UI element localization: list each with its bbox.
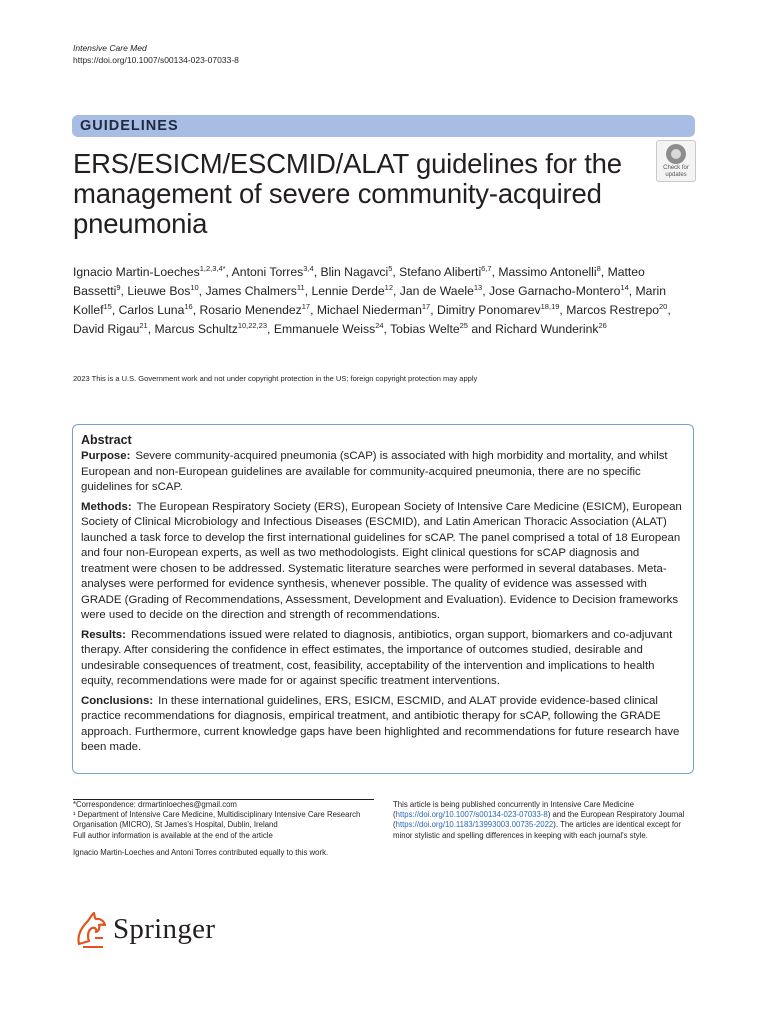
copyright-notice: 2023 This is a U.S. Government work and not under copyright protection in the US; foreign copyright protection may apply [73,374,478,383]
author-affiliation-ref: 18,19 [540,302,560,311]
author-name: Carlos Luna$^{16}$ [118,302,193,317]
author-name: Tobias Welte$^{25}$ [390,321,468,336]
author-affiliation-ref: 20 [659,302,668,311]
check-updates-icon [666,144,686,164]
concurrent-text-3: ). The articles are identical except for minor stylistic and spelling differences in keeping with each journal's style. [393,820,681,840]
abstract-section-label: Methods: [81,500,132,513]
author-affiliation-ref: 16 [184,302,193,311]
author-name: Michael Niederman$^{17}$ [316,302,431,317]
footnotes-left [73,800,373,858]
author-name: Blin Nagavci$^5$ [320,264,393,279]
author-name: Massimo Antonelli$^8$ [498,264,601,279]
author-affiliation-ref: 1,2,3,4* [199,264,226,273]
article-type-label: GUIDELINES [80,118,179,134]
author-name: James Chalmers$^{11}$ [205,283,305,298]
author-affiliation-ref: 6,7 [481,264,492,273]
author-affiliation-ref: 15 [103,302,112,311]
author-affiliation-ref: 17 [421,302,431,311]
author-affiliation-ref: 11 [296,283,305,292]
author-name: Marin Kollef$^{15}$ [73,284,667,317]
author-name: Ignacio Martin-Loeches$^{1,2,3,4*}$ [73,264,226,279]
author-name: Stefano Aliberti$^{6,7}$ [399,264,492,279]
author-name: Antoni Torres$^{3,4}$ [231,264,314,279]
author-list: Ignacio Martin-Loeches$^{1,2,3,4*}$, Antoni Torres$^{3,4}$, Blin Nagavci$^5$, Stefano Aliberti$^{6,7}$, Massimo Antonelli$^8$, Matteo Bassetti$^9$, Lieuwe Bos$^{10}$, James Chalmers$^{11}$, Lennie Derde$^{12}$, Jan de Waele$^{13}$, Jose Garnacho-Montero$^{14}$, Marin Kollef$^{15}$, Carlos Luna$^{16}$, Rosario Menendez$^{17}$, Michael Niederman$^{17}$, Dimitry Ponomarev$^{18,19}$, Marcos Restrepo$^{20}$, David Rigau$^{21}$, Marcus Schultz$^{10,22,23}$, Emmanuele Weiss$^{24}$, Tobias Welte$^{25}$ and Richard Wunderink$^{26}$ [73,264,671,336]
abstract-section-label: Conclusions: [81,694,154,707]
author-affiliation-ref: 26 [598,321,607,330]
correspondence-note: *Correspondence: drmartinloeches@gmail.com [73,800,237,809]
check-updates-line2: updates [665,171,687,178]
author-name: Rosario Menendez$^{17}$ [199,302,311,317]
article-doi[interactable]: https://doi.org/10.1007/s00134-023-07033-8 [73,55,239,65]
concurrent-text-1: This article is being published concurrently in Intensive Care Medicine ( [393,800,634,820]
affiliation-note: ¹ Department of Intensive Care Medicine, Multidisciplinary Intensive Care Research Organisation (MICRO), St James's Hospital, Dublin, Ireland [73,810,361,830]
author-info-note: Full author information is available at the end of the article [73,830,273,840]
author-affiliation-ref: 13 [473,283,483,292]
author-affiliation-ref: 8 [596,264,601,273]
icm-doi-link[interactable]: https://doi.org/10.1007/s00134-023-07033-8 [395,810,548,820]
author-name: and Richard Wunderink$^{26}$ [471,321,607,336]
check-for-updates-badge[interactable] [656,140,696,182]
abstract-conclusions [81,694,685,756]
springer-horse-icon [73,910,109,950]
author-name: Lennie Derde$^{12}$ [311,283,393,298]
abstract-purpose [81,449,685,496]
author-name: Emmanuele Weiss$^{24}$ [273,321,384,336]
journal-name: Intensive Care Med [73,43,147,53]
author-affiliation-ref: 10 [190,283,199,292]
abstract-section-label: Purpose: [81,450,131,462]
author-affiliation-ref: 25 [459,321,468,330]
abstract-results [81,628,685,690]
author-affiliation-ref: 9 [116,283,121,292]
abstract-section-text: In these international guidelines, ERS, ESICM, ESCMID, and ALAT provide evidence-based clinical practice recommendations for diagnosis, empirical treatment, and antibiotic therapy for sCAP, following the GRADE approach. Furthermore, current knowledge gaps have been highlighted and recommendations for future research have been made. [81,694,680,753]
article-title: ERS/ESICM/ESCMID/ALAT guidelines for the management of severe community-acquired pneumonia [73,148,622,239]
abstract-section-text: Severe community-acquired pneumonia (sCAP) is associated with high morbidity and mortality, and whilst European and non-European guidelines are available for community-acquired pneumonia, there are no specific guidelines for sCAP. [81,450,668,493]
author-name: Jan de Waele$^{13}$ [399,283,483,298]
abstract-section-label: Results: [81,628,126,641]
author-affiliation-ref: 24 [375,321,384,330]
article-type-banner [72,115,695,137]
abstract-section-text: The European Respiratory Society (ERS), European Society of Intensive Care Medicine (ESICM), European Society of Clinical Microbiology and Infectious Diseases (ESCMID), and Latin American Thoracic Association (ALAT) launched a task force to develop the first international guidelines for sCAP. The panel comprised a total of 18 European and four non-European experts, as well as two methodologists. Eight clinical questions for sCAP diagnosis and treatment were chosen to be addressed. Systematic literature searches were performed in several databases. Meta-analyses were performed for evidence synthesis, whenever possible. The quality of evidence was assessed with GRADE (Grading of Recommendations, Assessment, Development and Evaluation). Evidence to Decision frameworks were used to decide on the direction and strength of recommendations. [81,500,682,621]
check-updates-line1: Check for [663,165,689,171]
author-affiliation-ref: 14 [620,283,629,292]
author-name: Dimitry Ponomarev$^{18,19}$ [437,302,560,317]
author-name: David Rigau$^{21}$ [73,321,148,336]
author-affiliation-ref: 17 [301,302,311,311]
author-affiliation-ref: 12 [384,283,393,292]
abstract-heading: Abstract [81,433,132,447]
author-name: Marcos Restrepo$^{20}$ [566,302,668,317]
concurrent-publication-note [393,800,695,841]
author-affiliation-ref: 5 [388,264,393,273]
author-name: Lieuwe Bos$^{10}$ [127,283,199,298]
author-name: Marcus Schultz$^{10,22,23}$ [154,321,268,336]
author-affiliation-ref: 10,22,23 [237,321,268,330]
abstract-box [72,424,694,774]
equal-contribution-note: Ignacio Martin-Loeches and Antoni Torres contributed equally to this work. [73,847,329,857]
abstract-methods [81,500,685,624]
author-affiliation-ref: 21 [139,321,148,330]
publisher-name: Springer [113,913,216,945]
concurrent-text-2: ) and the European Respiratory Journal ( [393,810,685,830]
author-affiliation-ref: 3,4 [303,264,314,273]
erj-doi-link[interactable]: https://doi.org/10.1183/13993003.00735-2022 [395,820,554,830]
abstract-section-text: Recommendations issued were related to diagnosis, antibiotics, organ support, biomarkers and co-adjuvant therapy. After considering the confidence in effect estimates, the importance of outcomes studied, desirable and undesirable consequences of treatment, cost, feasibility, acceptability of the intervention and implications to health equity, recommendations were made for or against specific treatment interventions. [81,628,673,687]
author-name: Matteo Bassetti$^9$ [73,265,645,298]
author-name: Jose Garnacho-Montero$^{14}$ [488,283,629,298]
